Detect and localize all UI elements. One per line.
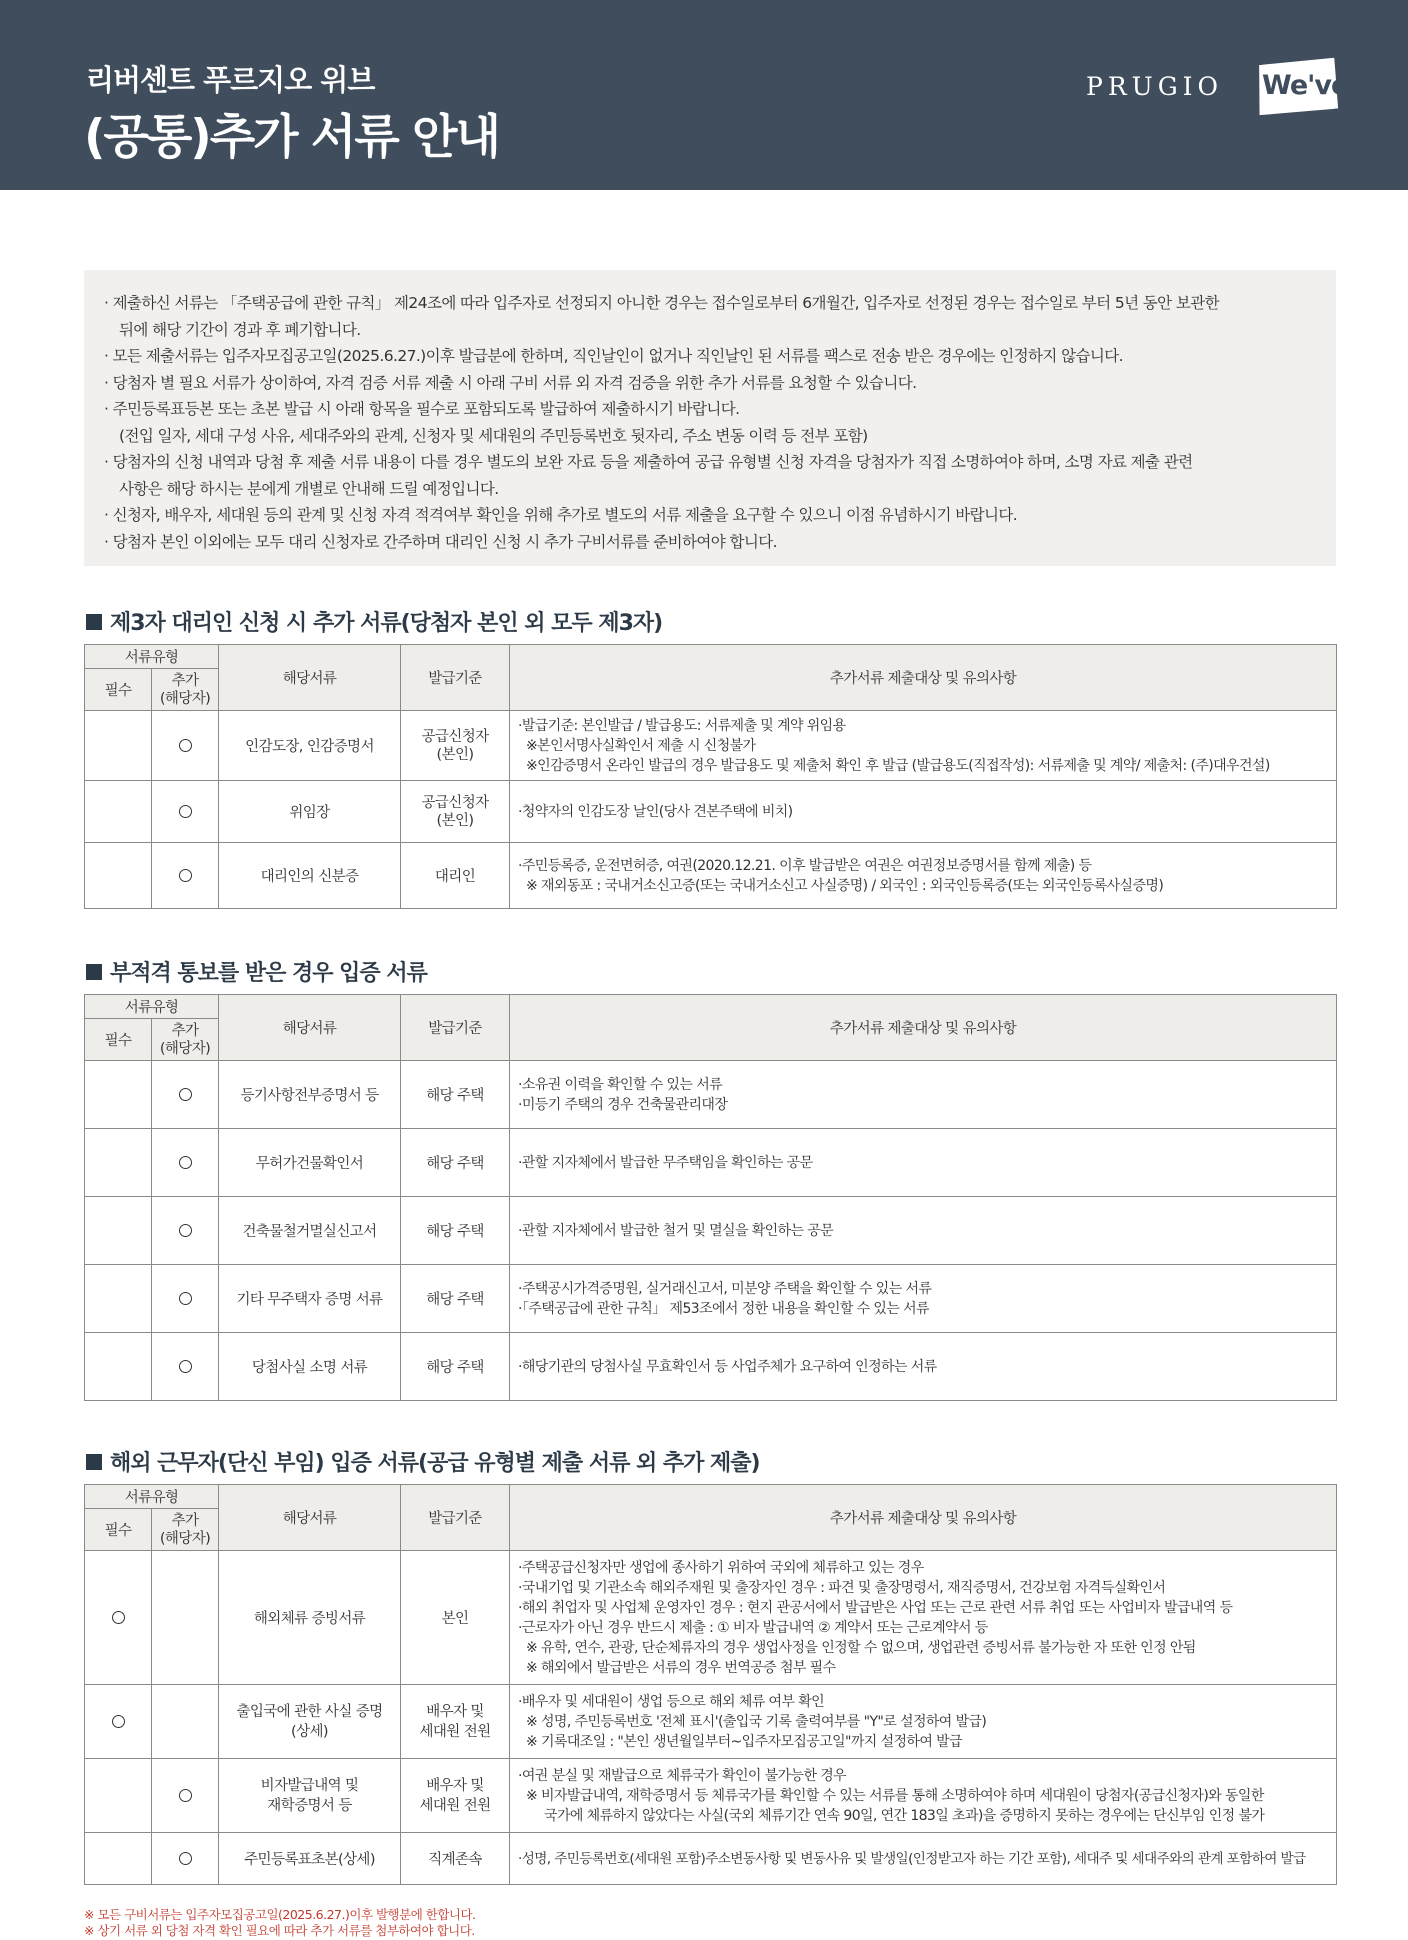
page-title: (공통)추가 서류 안내 <box>84 110 499 165</box>
ineligibility-documents-table <box>84 994 1337 1401</box>
document-name: 출입국에 관한 사실 증명 (상세) <box>219 1685 401 1759</box>
overseas-worker-documents-table <box>84 1484 1337 1885</box>
notice-line: · 당첨자 본인 이외에는 모두 대리 신청자로 간주하며 대리인 신청 시 추가 구비서류를 준비하여야 합니다. <box>104 532 777 551</box>
section-title: 해외 근무자(단신 부임) 입증 서류(공급 유형별 제출 서류 외 추가 제출) <box>86 1446 760 1477</box>
notes: ·발급기준: 본인발급 / 발급용도: 서류제출 및 계약 위임용 ※본인서명사실확인서 제출 시 신청불가 ※인감증명서 온라인 발급의 경우 발급용도 및 제출처 확인 후 발급 (발급용도(직접작성): 서류제출 및 계약/ 제출처: (주)대우건설) <box>510 711 1337 781</box>
document-name: 당첨사실 소명 서류 <box>219 1333 401 1401</box>
circle-mark-icon <box>179 1088 192 1101</box>
col-header-doc-type: 서류유형 <box>85 645 219 669</box>
criteria: 공급신청자 (본인) <box>401 781 510 843</box>
table-row <box>85 1833 1337 1885</box>
prugio-logo: PRUGIO <box>1086 72 1224 101</box>
circle-mark-icon <box>179 1224 192 1237</box>
table-row <box>85 1759 1337 1833</box>
notice-line: 사항은 해당 하시는 분에게 개별로 안내해 드릴 예정입니다. <box>119 479 499 498</box>
document-name: 등기사항전부증명서 등 <box>219 1061 401 1129</box>
document-name: 기타 무주택자 증명 서류 <box>219 1265 401 1333</box>
notice-line: · 당첨자의 신청 내역과 당첨 후 제출 서류 내용이 다를 경우 별도의 보완 자료 등을 제출하여 공급 유형별 신청 자격을 당첨자가 직접 소명하여야 하며, 소명 자료 제출 관련 <box>104 453 1193 471</box>
footnote: ※ 모든 구비서류는 입주자모집공고일(2025.6.27.)이후 발행분에 한합니다. <box>84 1907 476 1922</box>
criteria: 해당 주택 <box>401 1129 510 1197</box>
criteria: 배우자 및 세대원 전원 <box>401 1759 510 1833</box>
col-header-doc-type: 서류유형 <box>85 1485 219 1509</box>
col-header-document: 해당서류 <box>219 995 401 1061</box>
complex-name: 리버센트 푸르지오 위브 <box>86 63 375 97</box>
col-header-extra: 추가 (해당자) <box>152 669 219 711</box>
table-row <box>85 781 1337 843</box>
notice-line: · 당첨자 별 필요 서류가 상이하여, 자격 검증 서류 제출 시 아래 구비 서류 외 자격 검증을 위한 추가 서류를 요청할 수 있습니다. <box>104 373 917 392</box>
section-title: 부적격 통보를 받은 경우 입증 서류 <box>86 956 427 987</box>
criteria: 해당 주택 <box>401 1197 510 1265</box>
document-name: 무허가건물확인서 <box>219 1129 401 1197</box>
notice-line: · 주민등록표등본 또는 초본 발급 시 아래 항목을 필수로 포함되도록 발급하여 제출하시기 바랍니다. <box>104 400 740 418</box>
square-bullet-icon <box>86 964 102 980</box>
notes: ·해당기관의 당첨사실 무효확인서 등 사업주체가 요구하여 인정하는 서류 <box>510 1333 1337 1401</box>
criteria: 본인 <box>401 1551 510 1685</box>
circle-mark-icon <box>112 1715 125 1728</box>
notes: ·주택공시가격증명원, 실거래신고서, 미분양 주택을 확인할 수 있는 서류 ·「주택공급에 관한 규칙」 제53조에서 정한 내용을 확인할 수 있는 서류 <box>510 1265 1337 1333</box>
col-header-notes: 추가서류 제출대상 및 유의사항 <box>510 1485 1337 1551</box>
criteria: 해당 주택 <box>401 1061 510 1129</box>
circle-mark-icon <box>179 805 192 818</box>
table-row <box>85 1061 1337 1129</box>
col-header-criteria: 발급기준 <box>401 995 510 1061</box>
col-header-notes: 추가서류 제출대상 및 유의사항 <box>510 645 1337 711</box>
circle-mark-icon <box>179 1156 192 1169</box>
table-row <box>85 843 1337 909</box>
criteria: 공급신청자 (본인) <box>401 711 510 781</box>
notes: ·관할 지자체에서 발급한 무주택임을 확인하는 공문 <box>510 1129 1337 1197</box>
criteria: 대리인 <box>401 843 510 909</box>
table-row <box>85 1265 1337 1333</box>
notes: ·주민등록증, 운전면허증, 여권(2020.12.21. 이후 발급받은 여권은 여권정보증명서를 함께 제출) 등 ※ 재외동포 : 국내거소신고증(또는 국내거소신고 사실증명) / 외국인 : 외국인등록증(또는 외국인등록사실증명) <box>510 843 1337 909</box>
circle-mark-icon <box>179 869 192 882</box>
col-header-extra: 추가 (해당자) <box>152 1509 219 1551</box>
document-name: 인감도장, 인감증명서 <box>219 711 401 781</box>
document-name: 대리인의 신분증 <box>219 843 401 909</box>
square-bullet-icon <box>86 1454 102 1470</box>
circle-mark-icon <box>179 1852 192 1865</box>
col-header-required: 필수 <box>85 1509 152 1551</box>
criteria: 배우자 및 세대원 전원 <box>401 1685 510 1759</box>
document-name: 주민등록표초본(상세) <box>219 1833 401 1885</box>
circle-mark-icon <box>179 739 192 752</box>
col-header-required: 필수 <box>85 1019 152 1061</box>
table-row <box>85 1129 1337 1197</box>
document-name: 건축물철거멸실신고서 <box>219 1197 401 1265</box>
notes: ·주택공급신청자만 생업에 종사하기 위하여 국외에 체류하고 있는 경우 ·국내기업 및 기관소속 해외주재원 및 출장자인 경우 : 파견 및 출장명령서, 재직증명서, 건강보험 자격득실확인서 ·해외 취업자 및 사업체 운영자인 경우 : 현지 관공서에서 발급받은 사업 또는 근로 관련 서류 취업 또는 사업비자 발급내역 등 ·근로자가 아닌 경우 반드시 제출 : ① 비자 발급내역 ② 계약서 또는 근로계약서 등 ※ 유학, 연수, 관광, 단순체류자의 경우 생업사정을 인정할 수 없으며, 생업관련 증빙서류 불가능한 자 또한 인정 안됨 ※ 해외에서 발급받은 서류의 경우 번역공증 첨부 필수 <box>510 1551 1337 1685</box>
col-header-notes: 추가서류 제출대상 및 유의사항 <box>510 995 1337 1061</box>
notice-line: 뒤에 해당 기간이 경과 후 폐기합니다. <box>119 320 361 339</box>
weve-logo-text: We've <box>1262 70 1349 101</box>
footnote: ※ 상기 서류 외 당첨 자격 확인 필요에 따라 추가 서류를 첨부하여야 합니다. <box>84 1923 475 1938</box>
notice-box <box>84 270 1336 566</box>
circle-mark-icon <box>179 1789 192 1802</box>
notes: ·여권 분실 및 재발급으로 체류국가 확인이 불가능한 경우 ※ 비자발급내역, 재학증명서 등 체류국가를 확인할 수 있는 서류를 통해 소명하여야 하며 세대원이 당첨자(공급신청자)와 동일한 국가에 체류하지 않았다는 사실(국외 체류기간 연속 90일, 연간 183일 초과)을 증명하지 못하는 경우에는 단신부임 인정 불가 <box>510 1759 1337 1833</box>
criteria: 해당 주택 <box>401 1265 510 1333</box>
col-header-document: 해당서류 <box>219 645 401 711</box>
table-row <box>85 1197 1337 1265</box>
notice-line: · 제출하신 서류는 「주택공급에 관한 규칙」 제24조에 따라 입주자로 선정되지 아니한 경우는 접수일로부터 6개월간, 입주자로 선정된 경우는 접수일로 부터 5년 동안 보관한 <box>104 294 1219 312</box>
col-header-doc-type: 서류유형 <box>85 995 219 1019</box>
notice-line: · 모든 제출서류는 입주자모집공고일(2025.6.27.)이후 발급분에 한하며, 직인날인이 없거나 직인날인 된 서류를 팩스로 전송 받은 경우에는 인정하지 않습니다. <box>104 347 1123 365</box>
document-name: 비자발급내역 및 재학증명서 등 <box>219 1759 401 1833</box>
proxy-documents-table <box>84 644 1337 909</box>
table-row <box>85 1333 1337 1401</box>
circle-mark-icon <box>179 1292 192 1305</box>
table-row <box>85 1551 1337 1685</box>
criteria: 직계존속 <box>401 1833 510 1885</box>
notes: ·배우자 및 세대원이 생업 등으로 해외 체류 여부 확인 ※ 성명, 주민등록번호 '전체 표시'(출입국 기록 출력여부를 "Y"로 설정하여 발급) ※ 기록대조일 : "본인 생년월일부터~입주자모집공고일"까지 설정하여 발급 <box>510 1685 1337 1759</box>
notes: ·청약자의 인감도장 날인(당사 견본주택에 비치) <box>510 781 1337 843</box>
page-header <box>0 0 1408 190</box>
notes: ·관할 지자체에서 발급한 철거 및 멸실을 확인하는 공문 <box>510 1197 1337 1265</box>
col-header-required: 필수 <box>85 669 152 711</box>
table-row <box>85 711 1337 781</box>
criteria: 해당 주택 <box>401 1333 510 1401</box>
document-name: 해외체류 증빙서류 <box>219 1551 401 1685</box>
notice-line: · 신청자, 배우자, 세대원 등의 관계 및 신청 자격 적격여부 확인을 위해 추가로 별도의 서류 제출을 요구할 수 있으니 이점 유념하시기 바랍니다. <box>104 506 1018 524</box>
notes: ·소유권 이력을 확인할 수 있는 서류 ·미등기 주택의 경우 건축물관리대장 <box>510 1061 1337 1129</box>
notes: ·성명, 주민등록번호(세대원 포함)주소변동사항 및 변동사유 및 발생일(인정받고자 하는 기간 포함), 세대주 및 세대주와의 관계 포함하여 발급 <box>510 1833 1337 1885</box>
notice-line: (전입 일자, 세대 구성 사유, 세대주와의 관계, 신청자 및 세대원의 주민등록번호 뒷자리, 주소 변동 이력 등 전부 포함) <box>119 426 868 445</box>
table-row <box>85 1685 1337 1759</box>
col-header-document: 해당서류 <box>219 1485 401 1551</box>
circle-mark-icon <box>179 1360 192 1373</box>
col-header-extra: 추가 (해당자) <box>152 1019 219 1061</box>
section-title: 제3자 대리인 신청 시 추가 서류(당첨자 본인 외 모두 제3자) <box>86 606 662 637</box>
col-header-criteria: 발급기준 <box>401 1485 510 1551</box>
circle-mark-icon <box>112 1611 125 1624</box>
document-name: 위임장 <box>219 781 401 843</box>
col-header-criteria: 발급기준 <box>401 645 510 711</box>
square-bullet-icon <box>86 614 102 630</box>
